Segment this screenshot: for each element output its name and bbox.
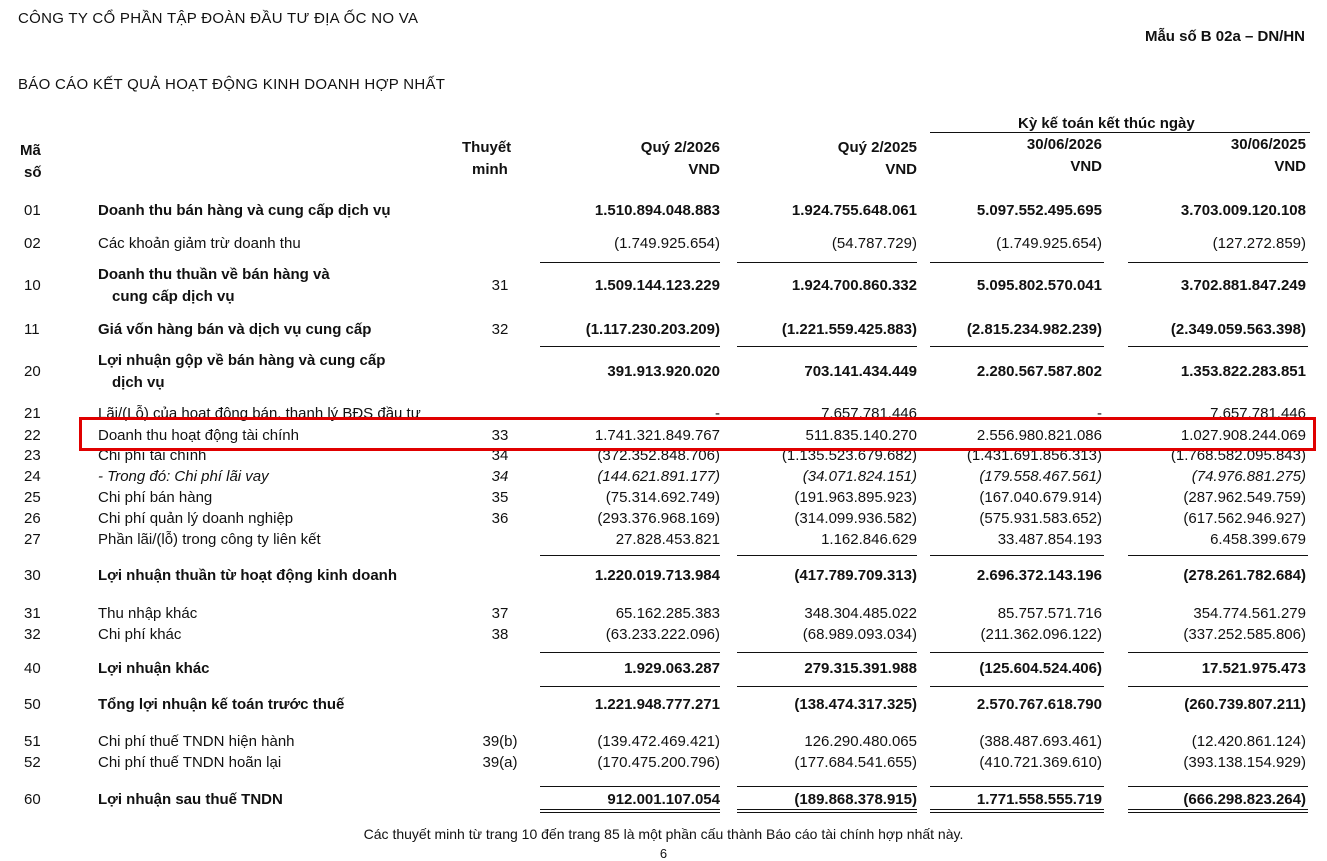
- row-value-q2-2026: 27.828.453.821: [615, 531, 720, 548]
- rule: [737, 555, 917, 556]
- row-value-q2-2025: (54.787.729): [831, 235, 917, 252]
- header-note-line1: Thuyết: [462, 139, 512, 156]
- table-row: [0, 510, 1327, 532]
- row-label-cont: dịch vụ: [112, 374, 165, 391]
- form-code: Mẫu số B 02a – DN/HN: [1144, 28, 1305, 45]
- row-value-ytd-2025: (337.252.585.806): [1183, 626, 1306, 643]
- double-rule: [1128, 812, 1308, 813]
- row-label: Chi phí quản lý doanh nghiệp: [98, 510, 294, 527]
- rule: [1128, 346, 1308, 347]
- row-value-ytd-2026: (575.931.583.652): [979, 510, 1102, 527]
- row-value-ytd-2026: 85.757.571.716: [997, 605, 1102, 622]
- row-note: 34: [491, 468, 509, 485]
- row-value-q2-2025: 279.315.391.988: [804, 660, 917, 677]
- row-value-q2-2025: (314.099.936.582): [794, 510, 917, 527]
- row-value-ytd-2025: (2.349.059.563.398): [1170, 321, 1306, 338]
- row-value-ytd-2025: (617.562.946.927): [1183, 510, 1306, 527]
- row-value-ytd-2025: 3.703.009.120.108: [1180, 202, 1306, 219]
- row-value-ytd-2026: -: [1097, 405, 1102, 422]
- row-note: 34: [491, 447, 509, 464]
- table-row: [0, 531, 1327, 553]
- double-rule: [540, 812, 720, 813]
- row-value-q2-2025: 1.924.755.648.061: [791, 202, 917, 219]
- table-row: [0, 468, 1327, 490]
- row-code: 52: [24, 754, 41, 771]
- table-row: [0, 754, 1327, 776]
- row-code: 01: [24, 202, 41, 219]
- row-value-q2-2025: 126.290.480.065: [804, 733, 917, 750]
- row-note: 36: [491, 510, 509, 527]
- row-label: Các khoản giảm trừ doanh thu: [98, 235, 301, 252]
- row-code: 02: [24, 235, 41, 252]
- row-value-ytd-2026: 2.280.567.587.802: [976, 363, 1102, 380]
- company-name: CÔNG TY CỔ PHẦN TẬP ĐOÀN ĐẦU TƯ ĐỊA ỐC NO VA: [18, 10, 419, 27]
- row-value-q2-2026: (1.117.230.203.209): [585, 321, 720, 338]
- rule: [540, 346, 720, 347]
- row-value-q2-2026: 1.741.321.849.767: [594, 427, 720, 444]
- row-code: 32: [24, 626, 41, 643]
- row-label: Lãi/(Lỗ) của hoạt động bán, thanh lý BĐS đầu tư: [98, 405, 421, 422]
- row-value-q2-2025: (34.071.824.151): [802, 468, 917, 485]
- header-col3-unit: VND: [1070, 158, 1102, 175]
- rule: [930, 686, 1104, 687]
- row-value-ytd-2025: 6.458.399.679: [1210, 531, 1306, 548]
- row-code: 60: [24, 791, 41, 808]
- row-value-q2-2026: (372.352.848.706): [597, 447, 720, 464]
- table-row: [0, 605, 1327, 627]
- row-value-q2-2025: (191.963.895.923): [794, 489, 917, 506]
- row-code: 10: [24, 277, 41, 294]
- highlight-box: [79, 417, 1316, 451]
- row-value-ytd-2026: (179.558.467.561): [979, 468, 1102, 485]
- rule: [930, 652, 1104, 653]
- rule: [1128, 555, 1308, 556]
- row-value-ytd-2025: 1.027.908.244.069: [1180, 427, 1306, 444]
- rule: [930, 262, 1104, 263]
- row-value-ytd-2025: 7.657.781.446: [1210, 405, 1306, 422]
- row-value-q2-2025: 511.835.140.270: [805, 427, 917, 444]
- row-label: Lợi nhuận thuần từ hoạt động kinh doanh: [98, 567, 397, 584]
- row-note: 37: [491, 605, 509, 622]
- row-value-ytd-2025: (12.420.861.124): [1191, 733, 1306, 750]
- row-label: - Trong đó: Chi phí lãi vay: [98, 468, 269, 485]
- double-rule: [737, 812, 917, 813]
- row-value-ytd-2026: 5.097.552.495.695: [976, 202, 1102, 219]
- rule: [930, 346, 1104, 347]
- row-value-q2-2025: 1.162.846.629: [821, 531, 917, 548]
- header-code-line1: Mã: [20, 142, 41, 159]
- row-label: Chi phí thuế TNDN hoãn lại: [98, 754, 282, 771]
- double-rule: [930, 812, 1104, 813]
- rule: [540, 686, 720, 687]
- row-value-q2-2025: 7.657.781.446: [821, 405, 917, 422]
- row-value-ytd-2026: (410.721.369.610): [979, 754, 1102, 771]
- row-value-q2-2026: (63.233.222.096): [605, 626, 720, 643]
- row-label: Chi phí khác: [98, 626, 182, 643]
- row-code: 20: [24, 363, 41, 380]
- row-value-q2-2025: (417.789.709.313): [794, 567, 917, 584]
- row-note: 35: [491, 489, 509, 506]
- row-code: 31: [24, 605, 41, 622]
- row-value-q2-2026: 65.162.285.383: [615, 605, 720, 622]
- row-value-q2-2025: 1.924.700.860.332: [791, 277, 917, 294]
- row-label: Doanh thu bán hàng và cung cấp dịch vụ: [98, 202, 391, 219]
- row-value-q2-2026: (144.621.891.177): [597, 468, 720, 485]
- table-row: [0, 626, 1327, 648]
- row-value-ytd-2025: (666.298.823.264): [1183, 791, 1306, 808]
- row-label: Doanh thu hoạt động tài chính: [98, 427, 299, 444]
- row-value-ytd-2025: (260.739.807.211): [1184, 696, 1306, 713]
- header-col2-unit: VND: [885, 161, 917, 178]
- row-label: Chi phí bán hàng: [98, 489, 213, 506]
- row-code: 51: [24, 733, 41, 750]
- row-value-ytd-2026: 2.556.980.821.086: [976, 427, 1102, 444]
- row-value-ytd-2026: (388.487.693.461): [979, 733, 1102, 750]
- table-row: [0, 202, 1327, 224]
- rule: [1128, 686, 1308, 687]
- row-value-ytd-2026: 2.570.767.618.790: [976, 696, 1102, 713]
- row-value-ytd-2026: (1.749.925.654): [996, 235, 1102, 252]
- row-value-q2-2025: (189.868.378.915): [794, 791, 917, 808]
- rule: [1128, 786, 1308, 787]
- row-value-q2-2026: -: [715, 405, 720, 422]
- double-rule: [1128, 809, 1308, 810]
- rule: [737, 262, 917, 263]
- header-note-line2: minh: [472, 161, 508, 178]
- row-value-q2-2025: (1.221.559.425.883): [781, 321, 917, 338]
- rule: [540, 786, 720, 787]
- row-value-q2-2025: (138.474.317.325): [794, 696, 917, 713]
- rule: [1128, 652, 1308, 653]
- row-code: 11: [24, 321, 40, 338]
- row-label: Lợi nhuận gộp về bán hàng và cung cấp: [98, 352, 386, 369]
- header-col1-unit: VND: [688, 161, 720, 178]
- rule: [930, 555, 1104, 556]
- row-value-q2-2026: 1.221.948.777.271: [594, 696, 720, 713]
- rule: [540, 652, 720, 653]
- row-value-ytd-2026: 2.696.372.143.196: [976, 567, 1102, 584]
- row-value-ytd-2026: 1.771.558.555.719: [976, 791, 1102, 808]
- row-value-ytd-2026: 5.095.802.570.041: [976, 277, 1102, 294]
- table-row: [0, 660, 1327, 682]
- row-value-q2-2026: (75.314.692.749): [605, 489, 720, 506]
- row-value-ytd-2026: (167.040.679.914): [979, 489, 1102, 506]
- row-value-ytd-2025: 1.353.822.283.851: [1180, 363, 1306, 380]
- row-value-ytd-2025: (127.272.859): [1212, 235, 1306, 252]
- row-note: 32: [491, 321, 509, 338]
- header-col3: 30/06/2026: [1026, 136, 1102, 153]
- row-note: 31: [491, 277, 509, 294]
- header-col2: Quý 2/2025: [837, 139, 917, 156]
- row-code: 23: [24, 447, 41, 464]
- row-label: Lợi nhuận khác: [98, 660, 210, 677]
- row-label: Chi phí tài chính: [98, 447, 207, 464]
- row-value-q2-2026: (1.749.925.654): [614, 235, 720, 252]
- row-code: 30: [24, 567, 41, 584]
- row-code: 26: [24, 510, 41, 527]
- row-value-q2-2026: 391.913.920.020: [607, 363, 720, 380]
- row-note: 39(b): [482, 733, 518, 750]
- row-value-q2-2026: (293.376.968.169): [597, 510, 720, 527]
- row-value-ytd-2025: (278.261.782.684): [1183, 567, 1306, 584]
- header-group-rule: [930, 132, 1310, 133]
- row-code: 22: [24, 427, 41, 444]
- table-row: [0, 733, 1327, 755]
- table-row: [0, 489, 1327, 511]
- row-code: 25: [24, 489, 41, 506]
- rule: [1128, 262, 1308, 263]
- row-label: Chi phí thuế TNDN hiện hành: [98, 733, 295, 750]
- row-value-ytd-2025: (287.962.549.759): [1183, 489, 1306, 506]
- table-row: [0, 352, 1327, 391]
- row-code: 21: [24, 405, 41, 422]
- header-code-line2: số: [24, 164, 42, 181]
- double-rule: [540, 809, 720, 810]
- row-label: Tổng lợi nhuận kế toán trước thuế: [98, 696, 345, 713]
- row-value-q2-2025: (177.684.541.655): [794, 754, 917, 771]
- table-row: [0, 696, 1327, 718]
- row-code: 50: [24, 696, 41, 713]
- row-value-q2-2026: (139.472.469.421): [597, 733, 720, 750]
- row-value-ytd-2026: (125.604.524.406): [979, 660, 1102, 677]
- report-title: BÁO CÁO KẾT QUẢ HOẠT ĐỘNG KINH DOANH HỢP NHẤT: [18, 76, 446, 93]
- header-col1: Quý 2/2026: [640, 139, 720, 156]
- row-code: 27: [24, 531, 41, 548]
- row-note: 39(a): [482, 754, 518, 771]
- row-code: 40: [24, 660, 41, 677]
- header-period-group: Kỳ kế toán kết thúc ngày: [1018, 115, 1195, 132]
- row-value-ytd-2026: (2.815.234.982.239): [966, 321, 1102, 338]
- row-code: 24: [24, 468, 41, 485]
- row-value-ytd-2026: 33.487.854.193: [997, 531, 1102, 548]
- row-value-q2-2025: 348.304.485.022: [804, 605, 917, 622]
- row-value-ytd-2025: (1.768.582.095.843): [1170, 447, 1306, 464]
- row-value-ytd-2025: 354.774.561.279: [1193, 605, 1306, 622]
- row-value-ytd-2026: (1.431.691.856.313): [966, 447, 1102, 464]
- row-label: Lợi nhuận sau thuế TNDN: [98, 791, 283, 808]
- header-col4: 30/06/2025: [1230, 136, 1306, 153]
- row-value-q2-2025: (68.989.093.034): [802, 626, 917, 643]
- double-rule: [930, 809, 1104, 810]
- row-value-ytd-2026: (211.362.096.122): [980, 626, 1102, 643]
- rule: [930, 786, 1104, 787]
- row-value-q2-2025: 703.141.434.449: [804, 363, 917, 380]
- row-value-q2-2025: (1.135.523.679.682): [781, 447, 917, 464]
- rule: [737, 686, 917, 687]
- row-label-cont: cung cấp dịch vụ: [112, 288, 235, 305]
- rule: [540, 555, 720, 556]
- row-note: 38: [491, 626, 509, 643]
- double-rule: [737, 809, 917, 810]
- footer-note: Các thuyết minh từ trang 10 đến trang 85 là một phần cấu thành Báo cáo tài chính hợp nhất này.: [363, 826, 964, 842]
- row-label: Thu nhập khác: [98, 605, 198, 622]
- table-row: [0, 321, 1327, 343]
- row-label: Giá vốn hàng bán và dịch vụ cung cấp: [98, 321, 372, 338]
- row-label: Doanh thu thuần về bán hàng và: [98, 266, 330, 283]
- table-row: [0, 235, 1327, 257]
- row-value-ytd-2025: (393.138.154.929): [1183, 754, 1306, 771]
- row-value-ytd-2025: (74.976.881.275): [1191, 468, 1306, 485]
- row-value-ytd-2025: 17.521.975.473: [1201, 660, 1306, 677]
- header-col4-unit: VND: [1274, 158, 1306, 175]
- row-value-q2-2026: (170.475.200.796): [597, 754, 720, 771]
- table-row: [0, 266, 1327, 305]
- row-value-q2-2026: 1.220.019.713.984: [594, 567, 720, 584]
- row-value-ytd-2025: 3.702.881.847.249: [1180, 277, 1306, 294]
- table-row: [0, 567, 1327, 589]
- row-value-q2-2026: 912.001.107.054: [607, 791, 720, 808]
- rule: [737, 346, 917, 347]
- rule: [737, 652, 917, 653]
- row-note: 33: [491, 427, 509, 444]
- row-value-q2-2026: 1.510.894.048.883: [594, 202, 720, 219]
- rule: [737, 786, 917, 787]
- row-value-q2-2026: 1.509.144.123.229: [594, 277, 720, 294]
- row-value-q2-2026: 1.929.063.287: [624, 660, 720, 677]
- row-label: Phần lãi/(lỗ) trong công ty liên kết: [98, 531, 321, 548]
- rule: [540, 262, 720, 263]
- page-number: 6: [659, 846, 668, 861]
